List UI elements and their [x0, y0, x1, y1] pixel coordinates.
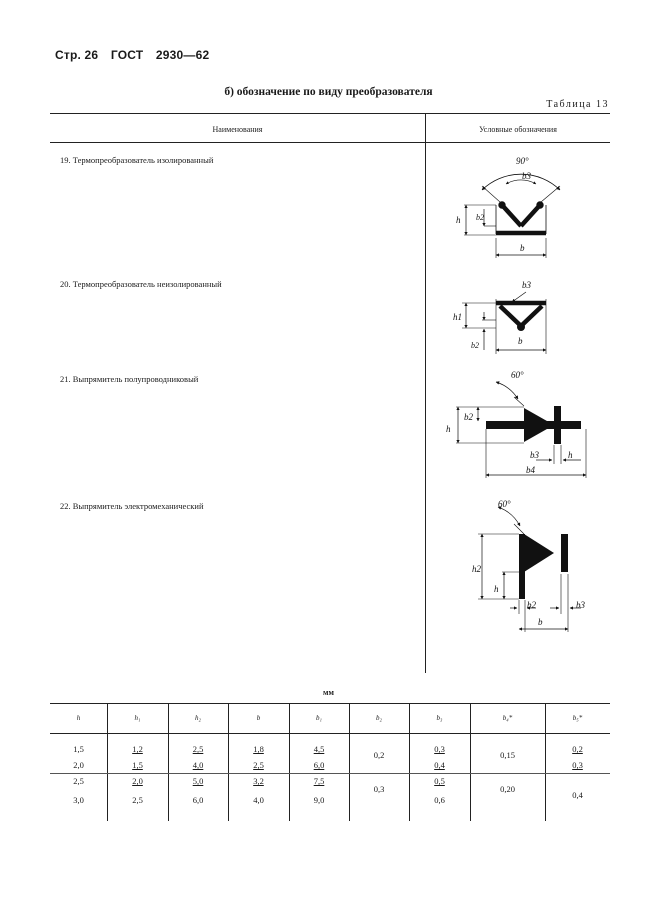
- dims-cell: 2,5: [132, 795, 143, 805]
- dims-cell: 2,0: [132, 776, 143, 786]
- symbol-rectifier-semiconductor: [456, 382, 586, 478]
- label-22-h: h: [494, 584, 499, 594]
- dims-cell: 0,3: [572, 760, 583, 770]
- dims-cell: 2,0: [73, 760, 84, 770]
- label-19-angle: 90°: [516, 156, 529, 166]
- dims-cell: 4,5: [313, 744, 325, 754]
- dims-cell: 0,4: [434, 760, 445, 770]
- dims-cell: 2,5: [192, 744, 204, 754]
- dims-row-rule: [545, 773, 610, 774]
- dims-cell-b5-merged: 0,4: [572, 790, 583, 800]
- dims-row-rule: [409, 773, 470, 774]
- dims-cell: 2,5: [253, 760, 264, 770]
- row-name-21: 21. Выпрямитель полупроводниковый: [60, 374, 199, 384]
- dims-cell: 1,5: [132, 760, 143, 770]
- label-21-h: h: [446, 424, 451, 434]
- dims-cell: 3,0: [73, 795, 84, 805]
- dims-cell-b4-merged: 0,20: [500, 784, 515, 794]
- label-21-b3: b3: [530, 450, 539, 460]
- dims-cell: 3,2: [253, 776, 264, 786]
- column-header-name: Наименования: [212, 125, 263, 134]
- dims-header-b2: b₂: [376, 714, 382, 722]
- dims-cell: 9,0: [313, 795, 325, 805]
- dims-cell: 0,5: [434, 776, 445, 786]
- table-top-rule: [50, 113, 610, 114]
- label-19-h: h: [456, 215, 461, 225]
- dims-table-top-rule: [50, 703, 610, 704]
- label-21-h-right: h: [568, 450, 573, 460]
- dims-cell: 4,0: [253, 795, 264, 805]
- page-number: Стр. 26: [55, 48, 99, 62]
- dims-cell: 5,0: [192, 776, 204, 786]
- dims-cell: 0,3: [434, 744, 445, 754]
- dims-cell: 6,0: [313, 760, 325, 770]
- symbols-drawing: [426, 142, 610, 662]
- row-name-22: 22. Выпрямитель электромеханический: [60, 501, 204, 511]
- label-20-h1: h1: [453, 312, 462, 322]
- dims-cell: 1,8: [253, 744, 264, 754]
- dims-header-h1: h₁: [134, 714, 141, 722]
- dims-cell: 6,0: [192, 795, 204, 805]
- standard-number: 2930—62: [155, 48, 210, 62]
- label-22-b2: b2: [527, 600, 536, 610]
- dims-header-b: b: [256, 714, 261, 722]
- row-name-20: 20. Термопреобразователь неизолированный: [60, 279, 222, 289]
- dims-cell-b2-merged: 0,2: [373, 750, 385, 760]
- section-title: б) обозначение по виду преобразователя: [224, 86, 433, 98]
- standard-label: ГОСТ: [110, 48, 144, 62]
- dims-header-b4: b₄*: [502, 714, 513, 722]
- dims-header-b5: b₅*: [572, 714, 583, 722]
- dims-cell: 0,6: [434, 795, 445, 805]
- label-20-b2: b2: [471, 341, 479, 350]
- column-header-symbol: Условные обозначения: [479, 125, 557, 134]
- units-label: мм: [323, 688, 334, 697]
- label-21-b2: b2: [464, 412, 473, 422]
- dims-cell: 1,2: [132, 744, 143, 754]
- label-22-h2: h2: [472, 564, 481, 574]
- label-22-angle: 60°: [498, 499, 511, 509]
- label-20-b3: b3: [522, 280, 531, 290]
- dims-row-rule: [50, 773, 349, 774]
- dims-header-h: h: [76, 714, 81, 722]
- label-19-b2: b2: [476, 213, 484, 222]
- row-name-19: 19. Термопреобразователь изолированный: [60, 155, 214, 165]
- symbol-rectifier-electromechanical: [478, 507, 581, 632]
- dims-header-h2: h₂: [195, 714, 201, 722]
- dims-header-b3: b₃: [436, 714, 443, 722]
- dims-row-rule: [349, 773, 409, 774]
- dims-table-header-rule: [50, 733, 610, 734]
- label-19-b3: b3: [522, 171, 531, 181]
- dims-row-rule: [470, 773, 545, 774]
- dims-cell: 4,0: [192, 760, 204, 770]
- label-19-b: b: [520, 243, 525, 253]
- label-21-angle: 60°: [511, 370, 524, 380]
- dims-cell-b4-merged: 0,15: [500, 750, 515, 760]
- dims-cell-b2-merged: 0,3: [373, 784, 385, 794]
- table-label: Таблица 13: [546, 99, 609, 110]
- label-22-b: b: [538, 617, 543, 627]
- label-20-b: b: [518, 336, 523, 346]
- dims-header-b1: b₁: [316, 714, 322, 722]
- dims-cell: 1,5: [73, 744, 84, 754]
- dims-cell: 2,5: [73, 776, 84, 786]
- page-header: [55, 48, 218, 62]
- label-22-b3: b3: [576, 600, 585, 610]
- label-21-b4: b4: [526, 465, 535, 475]
- dims-cell: 7,5: [313, 776, 325, 786]
- dims-cell: 0,2: [572, 744, 583, 754]
